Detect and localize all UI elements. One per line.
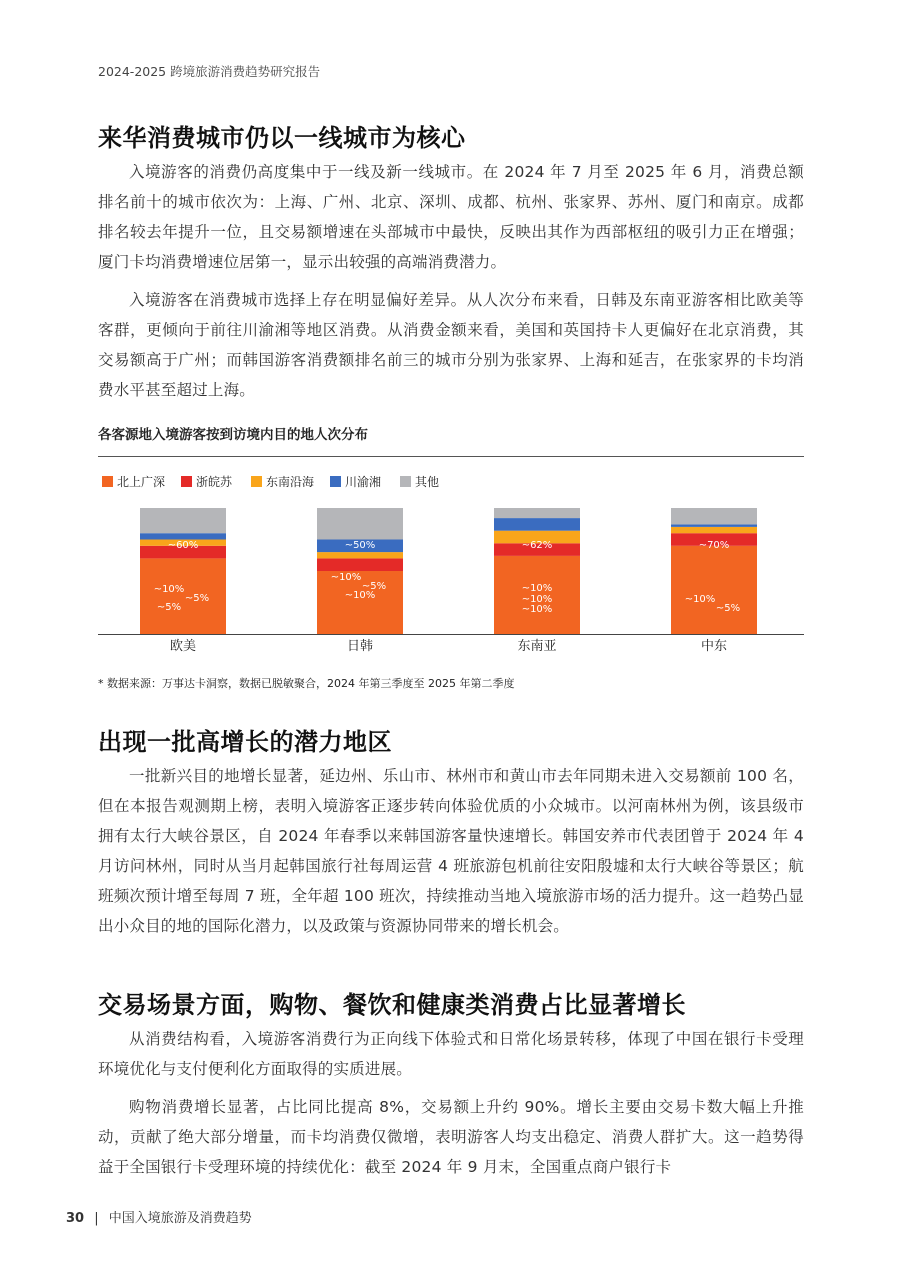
- bar-segment: [317, 558, 403, 571]
- bar-segment: [671, 546, 757, 634]
- chart-source-note: * 数据来源：万事达卡洞察，数据已脱敏聚合，2024 年第三季度至 2025 年第二季度: [98, 677, 515, 690]
- chart-top-rule: [98, 456, 804, 457]
- data-label: ~10%: [521, 604, 553, 615]
- bar-segment: [140, 533, 226, 539]
- bar-segment: [494, 518, 580, 531]
- legend-label: 浙皖苏: [196, 475, 233, 489]
- legend-swatch: [181, 476, 192, 487]
- legend-swatch: [400, 476, 411, 487]
- data-label: ~10%: [521, 594, 553, 605]
- paragraph: 入境游客的消费仍高度集中于一线及新一线城市。在 2024 年 7 月至 2025 年 6 月，消费总额排名前十的城市依次为：上海、广州、北京、深圳、成都、杭州、张家界、苏州、厦门和南京。成都排名较去年提升一位，且交易额增速在头部城市中最快，反映出其作为西部枢纽的吸引力正在增强；厦门卡均消费增速位居第一，显示出较强的高端消费潜力。: [98, 163, 804, 271]
- category-label: 中东: [700, 639, 728, 654]
- data-label: ~10%: [521, 583, 553, 594]
- section-heading-potential: 出现一批高增长的潜力地区: [98, 728, 392, 756]
- data-label: ~50%: [344, 540, 376, 551]
- bar-segment: [140, 508, 226, 533]
- bar-segment: [494, 508, 580, 518]
- legend-label: 北上广深: [117, 475, 166, 489]
- paragraph: 一批新兴目的地增长显著，延边州、乐山市、林州市和黄山市去年同期未进入交易额前 100 名，但在本报告观测期上榜，表明入境游客正逐步转向体验优质的小众城市。以河南林州为例，该县级市拥有太行大峡谷景区，自 2024 年春季以来韩国游客量快速增长。韩国安养市代表团曾于 2024 年 4 月访问林州，同时从当月起韩国旅行社每周运营 4 班旅游包机前往安阳殷墟和太行大峡谷等景区；航班频次预计增至每周 7 班，全年超 100 班次，持续推动当地入境旅游市场的活力提升。这一趋势凸显出小众目的地的国际化潜力，以及政策与资源协同带来的增长机会。: [98, 767, 804, 935]
- footer-separator: |: [94, 1211, 99, 1226]
- bar-segment: [671, 524, 757, 527]
- stacked-bar-chart: [0, 460, 900, 660]
- bar-segment: [317, 552, 403, 558]
- data-label: ~10%: [330, 572, 362, 583]
- page-number: 30: [66, 1211, 85, 1226]
- section-heading-cities: 来华消费城市仍以一线城市为核心: [98, 124, 466, 152]
- category-label: 东南亚: [517, 639, 557, 654]
- legend-label: 其他: [415, 475, 440, 489]
- chart-title: 各客源地入境游客按到访境内目的地人次分布: [98, 427, 368, 443]
- legend-label: 川渝湘: [345, 475, 382, 489]
- bar-segment: [140, 558, 226, 634]
- legend-swatch: [330, 476, 341, 487]
- section-heading-transactions: 交易场景方面，购物、餐饮和健康类消费占比显著增长: [98, 991, 686, 1019]
- data-label: ~62%: [521, 540, 553, 551]
- data-label: ~5%: [715, 603, 741, 614]
- legend-swatch: [102, 476, 113, 487]
- data-label: ~60%: [167, 540, 199, 551]
- legend-label: 东南沿海: [266, 475, 315, 489]
- legend-swatch: [251, 476, 262, 487]
- data-label: ~5%: [361, 581, 387, 592]
- footer-title: 中国入境旅游及消费趋势: [108, 1211, 252, 1226]
- paragraph: 购物消费增长显著，占比同比提高 8%，交易额上升约 90%。增长主要由交易卡数大幅上升推动，贡献了绝大部分增量，而卡均消费仅微增，表明游客人均支出稳定、消费人群扩大。这一趋势得益于全国银行卡受理环境的持续优化：截至 2024 年 9 月末，全国重点商户银行卡: [98, 1098, 804, 1176]
- category-label: 欧美: [169, 639, 197, 654]
- data-label: ~5%: [156, 602, 182, 613]
- report-header: 2024-2025 跨境旅游消费趋势研究报告: [98, 64, 321, 79]
- bar-segment: [317, 508, 403, 540]
- paragraph: 从消费结构看，入境游客消费行为正向线下体验式和日常化场景转移，体现了中国在银行卡受理环境优化与支付便利化方面取得的实质进展。: [98, 1030, 804, 1078]
- page-footer: [66, 1207, 252, 1226]
- data-label: ~70%: [698, 540, 730, 551]
- bar-segment: [671, 508, 757, 524]
- data-label: ~10%: [344, 590, 376, 601]
- data-label: ~10%: [153, 584, 185, 595]
- data-label: ~5%: [184, 593, 210, 604]
- bar-segment: [671, 527, 757, 533]
- category-label: 日韩: [346, 639, 374, 654]
- paragraph: 入境游客在消费城市选择上存在明显偏好差异。从人次分布来看，日韩及东南亚游客相比欧美等客群，更倾向于前往川渝湘等地区消费。从消费金额来看，美国和英国持卡人更偏好在北京消费，其交易额高于广州；而韩国游客消费额排名前三的城市分别为张家界、上海和延吉，在张家界的卡均消费水平甚至超过上海。: [98, 291, 804, 399]
- data-label: ~10%: [684, 594, 716, 605]
